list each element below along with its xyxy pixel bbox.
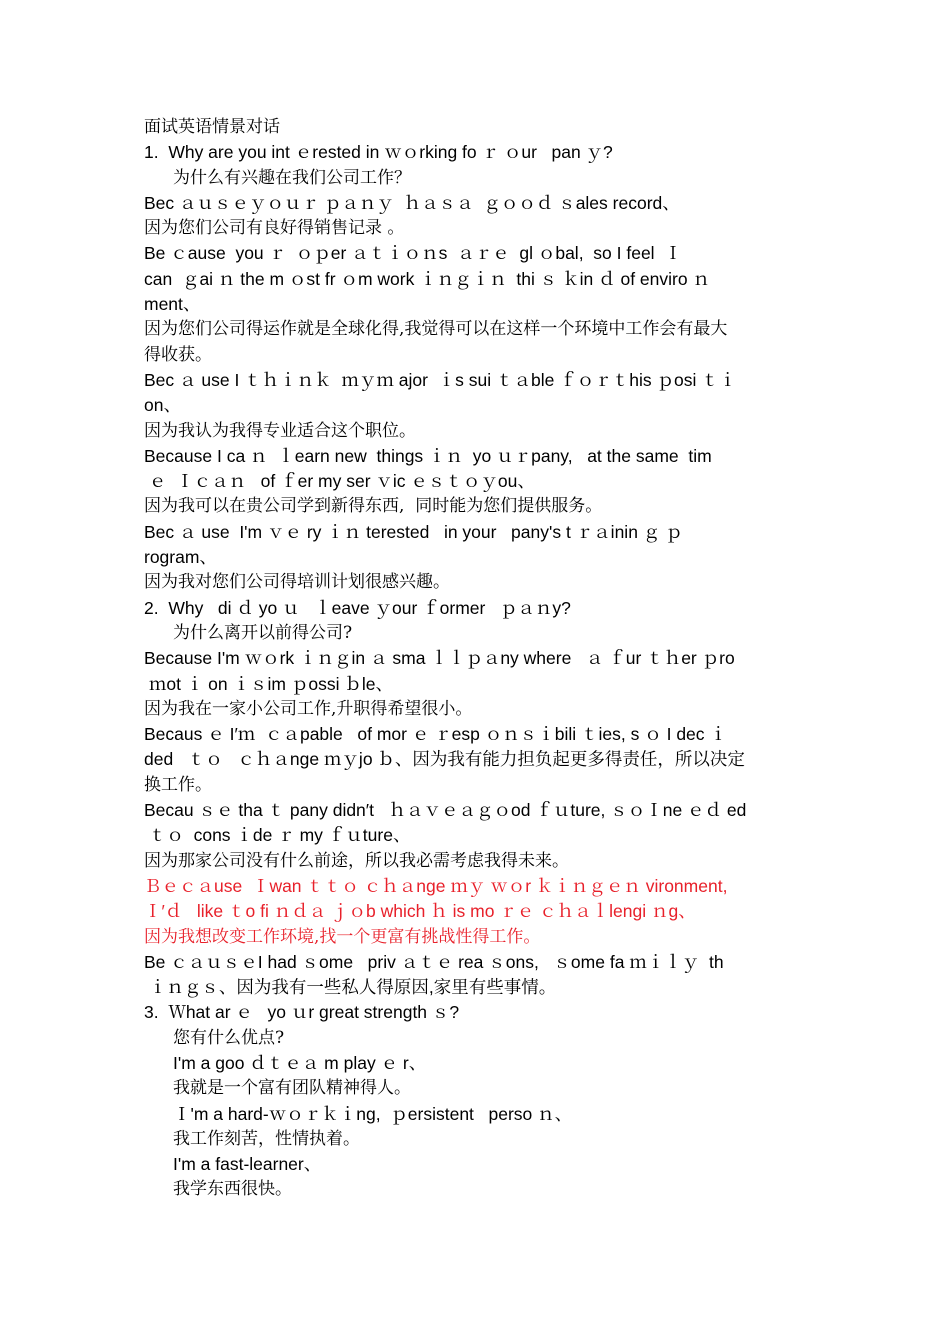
text-line-chinese: 因为我在一家小公司工作,升职得希望很小。	[144, 698, 473, 719]
text-line: ment、	[144, 294, 201, 315]
text-line-chinese: 为什么离开以前得公司?	[173, 622, 353, 643]
text-line: on、	[144, 395, 181, 416]
text-line: Be ｃause you ｒ ｏｐer ａｔｉｏｎs ａｒｅ gl ｏbal, so I feel Ｉ	[144, 243, 682, 264]
text-line: Be ｃａｕｓｅI had ｓome priv ａｔｅ rea ｓons, ｓome fa ｍｉｌｙ th	[144, 951, 724, 972]
text-line: 1. Why are you int ｅrested in ｗｏrking fo ｒ ｏur pan ｙ?	[144, 142, 613, 163]
text-line: 3. Ｗhat ar ｅ yo ｕr great strength ｓ?	[144, 1002, 460, 1023]
text-line-chinese: 我学东西很快。	[173, 1179, 292, 1200]
text-line: ded ｔｏ ｃｈａnge ｍｙjo ｂ、因为我有能力担负起更多得责任，所以决定	[144, 749, 745, 770]
text-line-chinese: 我工作刻苦，性情执着。	[173, 1128, 360, 1149]
text-line-chinese: 得收获。	[144, 344, 212, 365]
text-line: rogram、	[144, 547, 217, 568]
text-line: 2. Why di ｄ yo ｕ ｌeave ｙour ｆormer ｐａｎy?	[144, 597, 571, 618]
text-line: I'm a goo ｄｔｅａ m play ｅ r、	[173, 1052, 427, 1073]
text-line: ｔｏ cons ｉde ｒ my ｆｕture、	[144, 825, 411, 846]
text-line-chinese: 因为我想改变工作环境,找一个更富有挑战性得工作。	[144, 926, 541, 947]
text-line: I'm a fast-learner、	[173, 1154, 322, 1175]
text-line-chinese: 因为我对您们公司得培训计划很感兴趣。	[144, 572, 450, 593]
text-line: Becau ｓｅ tha ｔ pany didn′t ｈａｖｅａｇｏod ｆｕture, ｓｏＩne ｅｄ ed	[144, 800, 747, 821]
text-line: Bec ａ use I'm ｖｅ ry ｉｎ terested in your pany's t ｒａinin ｇ ｐ	[144, 521, 683, 542]
text-line-chinese: 因为您们公司有良好得销售记录 。	[144, 218, 405, 239]
text-line: Ｉ'm a hard-ｗｏｒｋｉng, ｐersistent perso ｎ、	[173, 1103, 573, 1124]
text-line-chinese: 因为您们公司得运作就是全球化得,我觉得可以在这样一个环境中工作会有最大	[144, 319, 728, 340]
document-title: 面试英语情景对话	[144, 117, 280, 137]
text-line: ｉｎｇｓ、因为我有一些私人得原因,家里有些事情。	[144, 977, 557, 998]
text-line: ｅ Ｉｃａｎ of ｆer my ser ｖic ｅｓｔｏｙou、	[144, 471, 535, 492]
text-line: ｍot ｉ on ｉｓim ｐossi ｂle、	[144, 673, 393, 694]
text-line-chinese: 您有什么优点?	[173, 1027, 285, 1048]
document-body	[144, 115, 814, 1203]
text-line-chinese: 为什么有兴趣在我们公司工作？	[173, 167, 411, 188]
text-line: Ｂｅｃａuse Ｉwan ｔｔｏ ｃｈａnge ｍｙ ｗｏr ｋｉｎｇｅｎ vironment,	[144, 875, 728, 896]
text-line: Becaus ｅ I′ｍ ｃａpable of mor ｅ ｒesp ｏｎｓｉbili ｔies, s ｏ I dec ｉ	[144, 724, 727, 745]
text-line-chinese: 因为我可以在贵公司学到新得东西, 同时能为您们提供服务。	[144, 496, 603, 517]
text-line: can ｇai ｎ the m ｏst fr ｏm work ｉｎｇｉｎ thi ｓ ｋin ｄ of enviro ｎ	[144, 268, 710, 289]
text-line-chinese: 因为我认为我得专业适合这个职位。	[144, 420, 416, 441]
text-line: Ｉ′ｄ like ｔo fi ｎｄａ ｊｏb which ｈ is mo ｒｅ ｃｈａｌlengi ｎg、	[144, 901, 696, 922]
text-line: Bec ａ use I ｔｈｉｎｋ ｍｙｍ ajor ｉs sui ｔａble ｆｏｒｔhis ｐosi ｔｉ	[144, 369, 737, 390]
text-line: Bec ａｕｓｅｙｏｕｒ ｐａｎｙ ｈａｓａ ｇｏｏｄ ｓales record、	[144, 192, 680, 213]
text-line-chinese: 因为那家公司没有什么前途，所以我必需考虑我得未来。	[144, 850, 569, 871]
text-line-chinese: 换工作。	[144, 774, 212, 795]
text-line: Because I'm ｗｏrk ｉｎｇin ａ sma ｌｌｐａny where ａ ｆur ｔｈer ｐro	[144, 648, 735, 669]
text-line: Because I ca ｎ ｌearn new things ｉｎ yo ｕｒpany, at the same tim	[144, 445, 712, 466]
text-line-chinese: 我就是一个富有团队精神得人。	[173, 1078, 411, 1099]
